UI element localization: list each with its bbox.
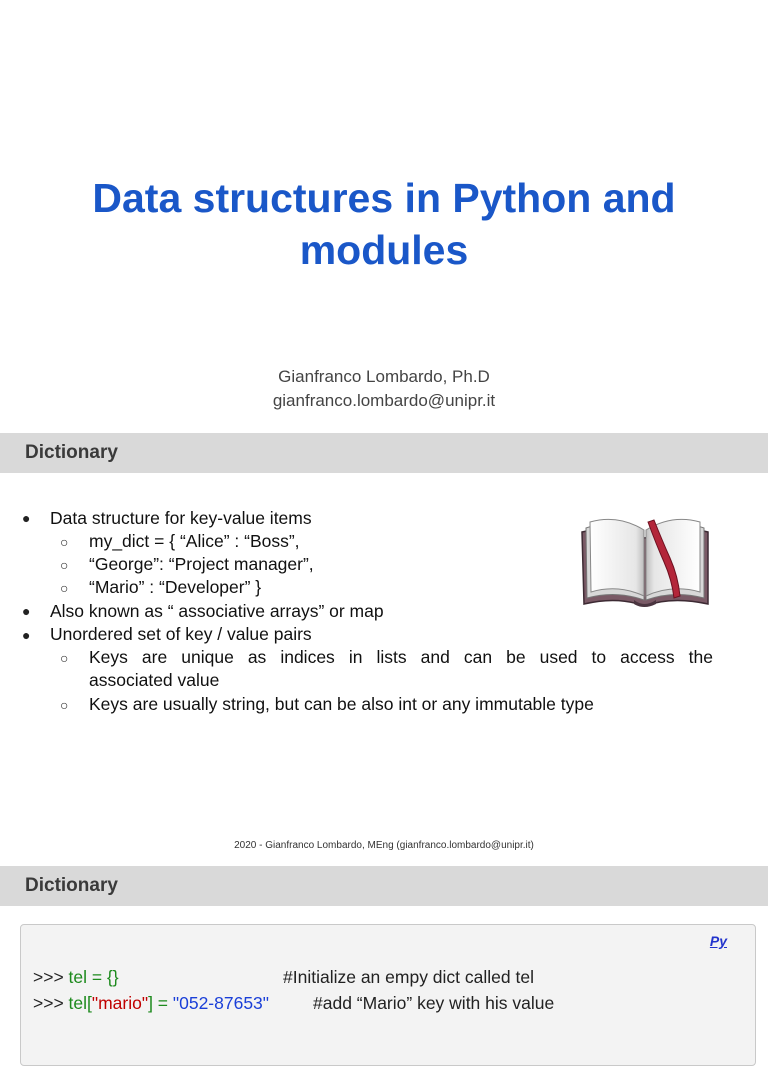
code-comment-2: #add “Mario” key with his value: [313, 993, 555, 1013]
sub-bullet-item-continued: associated value: [89, 670, 220, 690]
bullet-item: Also known as “ associative arrays” or map: [50, 601, 384, 621]
slide-title: [0, 172, 768, 276]
bullet-item: Unordered set of key / value pairs: [50, 624, 312, 644]
sub-bullet-marker: ○: [60, 580, 69, 596]
author-name: Gianfranco Lombardo, Ph.D: [278, 367, 490, 386]
section-heading: Dictionary: [25, 442, 118, 463]
sub-bullet-marker: ○: [60, 650, 69, 666]
code-statement: tel[: [68, 993, 92, 1013]
sub-bullet-marker: ○: [60, 557, 69, 573]
sub-bullet-item: Keys are usually string, but can be also int or any immutable type: [89, 694, 594, 714]
prompt: >>>: [33, 993, 69, 1013]
section-heading: Dictionary: [25, 875, 118, 896]
title-line-1: Data structures in Python and: [92, 175, 676, 221]
code-block: [20, 924, 756, 1066]
title-line-2: modules: [299, 227, 469, 273]
section-header: [0, 866, 768, 906]
code-comment-1: #Initialize an empy dict called tel: [283, 967, 534, 987]
sub-bullet-marker: ○: [60, 534, 69, 550]
code-string-value: "052-87653": [172, 993, 270, 1013]
author-email: gianfranco.lombardo@unipr.it: [272, 391, 496, 410]
bullet-marker: ●: [22, 627, 31, 643]
bullet-item: Data structure for key-value items: [50, 508, 312, 528]
python-link[interactable]: Py: [709, 933, 727, 949]
prompt: >>>: [33, 967, 69, 987]
code-statement: tel = {}: [68, 967, 119, 987]
code-line-1: [33, 967, 119, 988]
code-line-2: [33, 993, 269, 1014]
sub-bullet-item: “Mario” : “Developer” }: [89, 577, 262, 597]
sub-bullet-marker: ○: [60, 697, 69, 713]
sub-bullet-item: my_dict = { “Alice” : “Boss”,: [89, 531, 300, 551]
section-header: [0, 433, 768, 473]
slide-footer: 2020 - Gianfranco Lombardo, MEng (gianfranco.lombardo@unipr.it): [234, 840, 534, 851]
bullet-marker: ●: [22, 603, 31, 619]
open-book-icon: [578, 514, 712, 610]
code-statement: ] =: [148, 993, 173, 1013]
code-string-key: "mario": [91, 993, 149, 1013]
sub-bullet-item: Keys are unique as indices in lists and can be used to access the: [89, 647, 713, 667]
sub-bullet-item: “George”: “Project manager”,: [89, 554, 314, 574]
bullet-marker: ●: [22, 510, 31, 526]
